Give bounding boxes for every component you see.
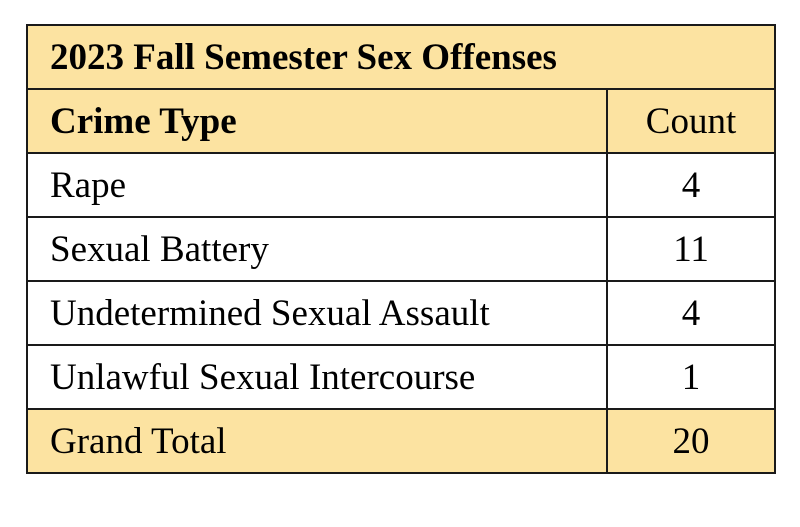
title-row xyxy=(27,25,775,89)
crime-type-cell: Sexual Battery xyxy=(27,217,607,281)
table-row xyxy=(27,153,775,217)
crime-type-cell: Undetermined Sexual Assault xyxy=(27,281,607,345)
count-cell: 11 xyxy=(607,217,775,281)
table-title: 2023 Fall Semester Sex Offenses xyxy=(27,25,775,89)
count-cell: 4 xyxy=(607,153,775,217)
column-header-row xyxy=(27,89,775,153)
count-cell: 4 xyxy=(607,281,775,345)
column-header-count: Count xyxy=(607,89,775,153)
crime-table xyxy=(26,24,776,474)
crime-type-cell: Rape xyxy=(27,153,607,217)
table-row xyxy=(27,345,775,409)
grand-total-row xyxy=(27,409,775,473)
crime-type-cell: Unlawful Sexual Intercourse xyxy=(27,345,607,409)
count-cell: 1 xyxy=(607,345,775,409)
table-row xyxy=(27,217,775,281)
column-header-crime-type: Crime Type xyxy=(27,89,607,153)
table-row xyxy=(27,281,775,345)
grand-total-count: 20 xyxy=(607,409,775,473)
grand-total-label: Grand Total xyxy=(27,409,607,473)
